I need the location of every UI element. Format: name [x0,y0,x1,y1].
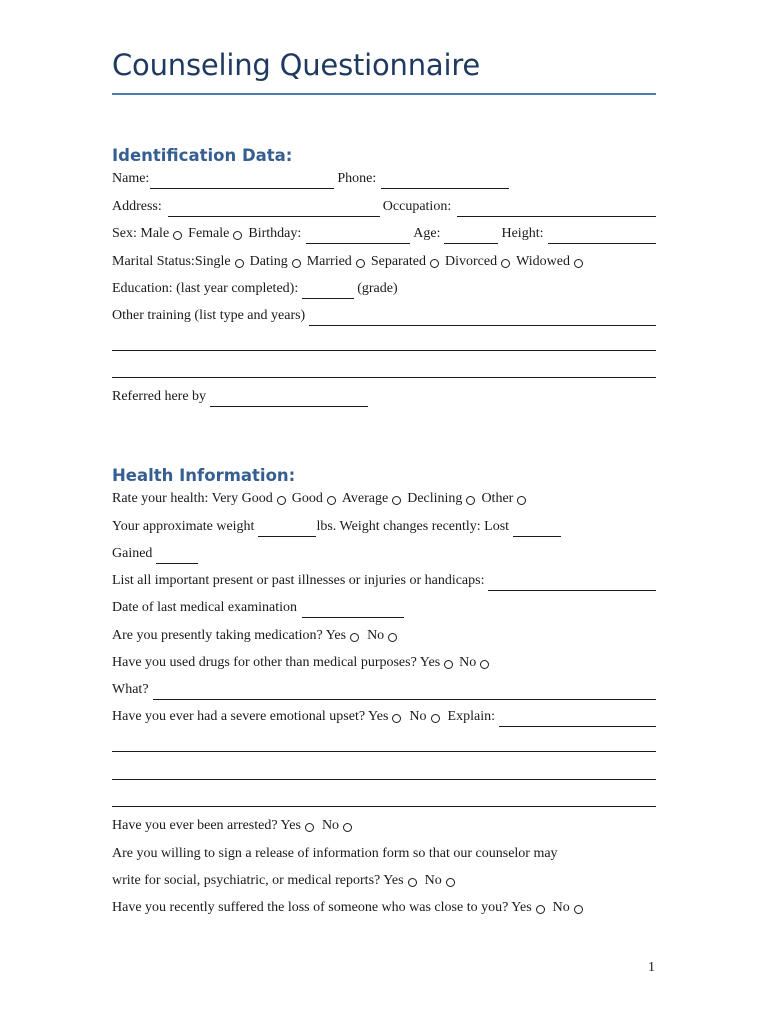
rate-label: Rate your health: Very Good [112,491,273,506]
separated-label: Separated [370,254,427,269]
widowed-radio[interactable] [574,259,583,268]
exam-label: Date of last medical examination [112,600,298,615]
grade-label: (grade) [357,281,398,296]
loss-label: Have you recently suffered the loss of someone who was close to you? Yes [112,900,532,915]
education-row [112,279,656,299]
medication-label: Are you presently taking medication? Yes [112,628,347,643]
arrested-row [112,816,656,836]
declining-label: Declining [407,491,463,506]
medication-row [112,626,656,646]
male-radio[interactable] [173,231,182,240]
explain-field[interactable] [499,711,656,727]
dating-radio[interactable] [292,259,301,268]
drugs-no-radio[interactable] [480,660,489,669]
referred-field[interactable] [210,391,368,407]
dating-label: Dating [249,254,288,269]
medication-no-label: No [367,628,385,643]
occupation-field[interactable] [457,201,656,217]
page-title: Counseling Questionnaire [112,48,481,82]
address-label: Address: [112,199,162,214]
arrested-no-label: No [321,818,340,833]
gained-label: Gained [112,546,153,561]
name-label: Name: [112,171,150,186]
other-radio[interactable] [517,496,526,505]
other-training-row [112,306,656,326]
married-label: Married [306,254,352,269]
marital-label: Marital Status:Single [112,254,231,269]
release-text: Are you willing to sign a release of information form so that our counselor may [112,846,558,861]
loss-no-radio[interactable] [574,905,583,914]
explain-extra-line[interactable] [112,806,656,807]
release-no-radio[interactable] [446,878,455,887]
what-label: What? [112,682,149,697]
separated-radio[interactable] [430,259,439,268]
weight-field[interactable] [258,521,316,537]
age-label: Age: [413,226,441,241]
what-field[interactable] [153,684,656,700]
height-label: Height: [501,226,544,241]
referred-row [112,387,656,407]
education-field[interactable] [302,283,354,299]
education-label: Education: (last year completed): [112,281,299,296]
arrested-no-radio[interactable] [343,823,352,832]
lbs-label: lbs. Weight changes recently: Lost [316,519,510,534]
phone-label: Phone: [337,171,377,186]
medical-exam-row [112,598,656,618]
explain-extra-line[interactable] [112,751,656,752]
single-radio[interactable] [235,259,244,268]
medication-yes-radio[interactable] [350,633,359,642]
release-row-2 [112,871,656,891]
phone-field[interactable] [381,173,509,189]
referred-label: Referred here by [112,389,207,404]
page-number: 1 [648,960,655,975]
female-label: Female [188,226,230,241]
illness-label: List all important present or past illnesses or injuries or handicaps: [112,573,485,588]
declining-radio[interactable] [466,496,475,505]
age-field[interactable] [444,228,498,244]
good-label: Good [291,491,323,506]
address-occupation-row [112,197,656,217]
average-label: Average [341,491,389,506]
illness-field[interactable] [488,575,656,591]
training-extra-line[interactable] [112,377,656,378]
address-field[interactable] [168,201,380,217]
upset-label: Have you ever had a severe emotional upset? Yes [112,709,389,724]
drugs-no-label: No [459,655,477,670]
weight-label: Your approximate weight [112,519,255,534]
medication-no-radio[interactable] [388,633,397,642]
loss-no-label: No [552,900,570,915]
upset-no-radio[interactable] [431,714,440,723]
good-radio[interactable] [327,496,336,505]
height-field[interactable] [548,228,656,244]
other-label: Other [481,491,514,506]
arrested-label: Have you ever been arrested? Yes [112,818,301,833]
release-row-1 [112,844,656,864]
what-row [112,680,656,700]
name-phone-row [112,169,656,189]
explain-extra-line[interactable] [112,779,656,780]
gained-row [112,544,656,564]
drugs-row [112,653,656,673]
release-yes-radio[interactable] [408,878,417,887]
upset-yes-radio[interactable] [392,714,401,723]
illnesses-row [112,571,656,591]
weight-row [112,517,656,537]
title-underline [112,93,656,95]
married-radio[interactable] [356,259,365,268]
sex-birthday-row [112,224,656,244]
marital-status-row [112,252,656,272]
training-extra-line[interactable] [112,350,656,351]
name-field[interactable] [150,173,334,189]
divorced-label: Divorced [445,254,498,269]
sex-label: Sex: Male [112,226,170,241]
gained-field[interactable] [156,548,198,564]
birthday-label: Birthday: [248,226,302,241]
upset-no-label: No [409,709,427,724]
explain-label: Explain: [447,709,495,724]
widowed-label: Widowed [516,254,570,269]
divorced-radio[interactable] [501,259,510,268]
exam-field[interactable] [302,602,404,618]
training-label: Other training (list type and years) [112,308,306,323]
arrested-yes-radio[interactable] [305,823,314,832]
training-field[interactable] [309,310,656,326]
female-radio[interactable] [233,231,242,240]
occupation-label: Occupation: [382,199,452,214]
loss-yes-radio[interactable] [536,905,545,914]
questionnaire-page [112,0,656,1024]
birthday-field[interactable] [306,228,410,244]
release-no-label: No [424,873,442,888]
release-text: write for social, psychiatric, or medical reports? Yes [112,873,404,888]
health-heading: Health Information: [112,466,296,485]
drugs-label: Have you used drugs for other than medical purposes? Yes [112,655,441,670]
emotional-upset-row [112,707,656,727]
very-good-radio[interactable] [277,496,286,505]
average-radio[interactable] [392,496,401,505]
rate-health-row [112,489,656,509]
identification-heading: Identification Data: [112,146,293,165]
loss-row [112,898,656,918]
lost-field[interactable] [513,521,561,537]
drugs-yes-radio[interactable] [444,660,453,669]
